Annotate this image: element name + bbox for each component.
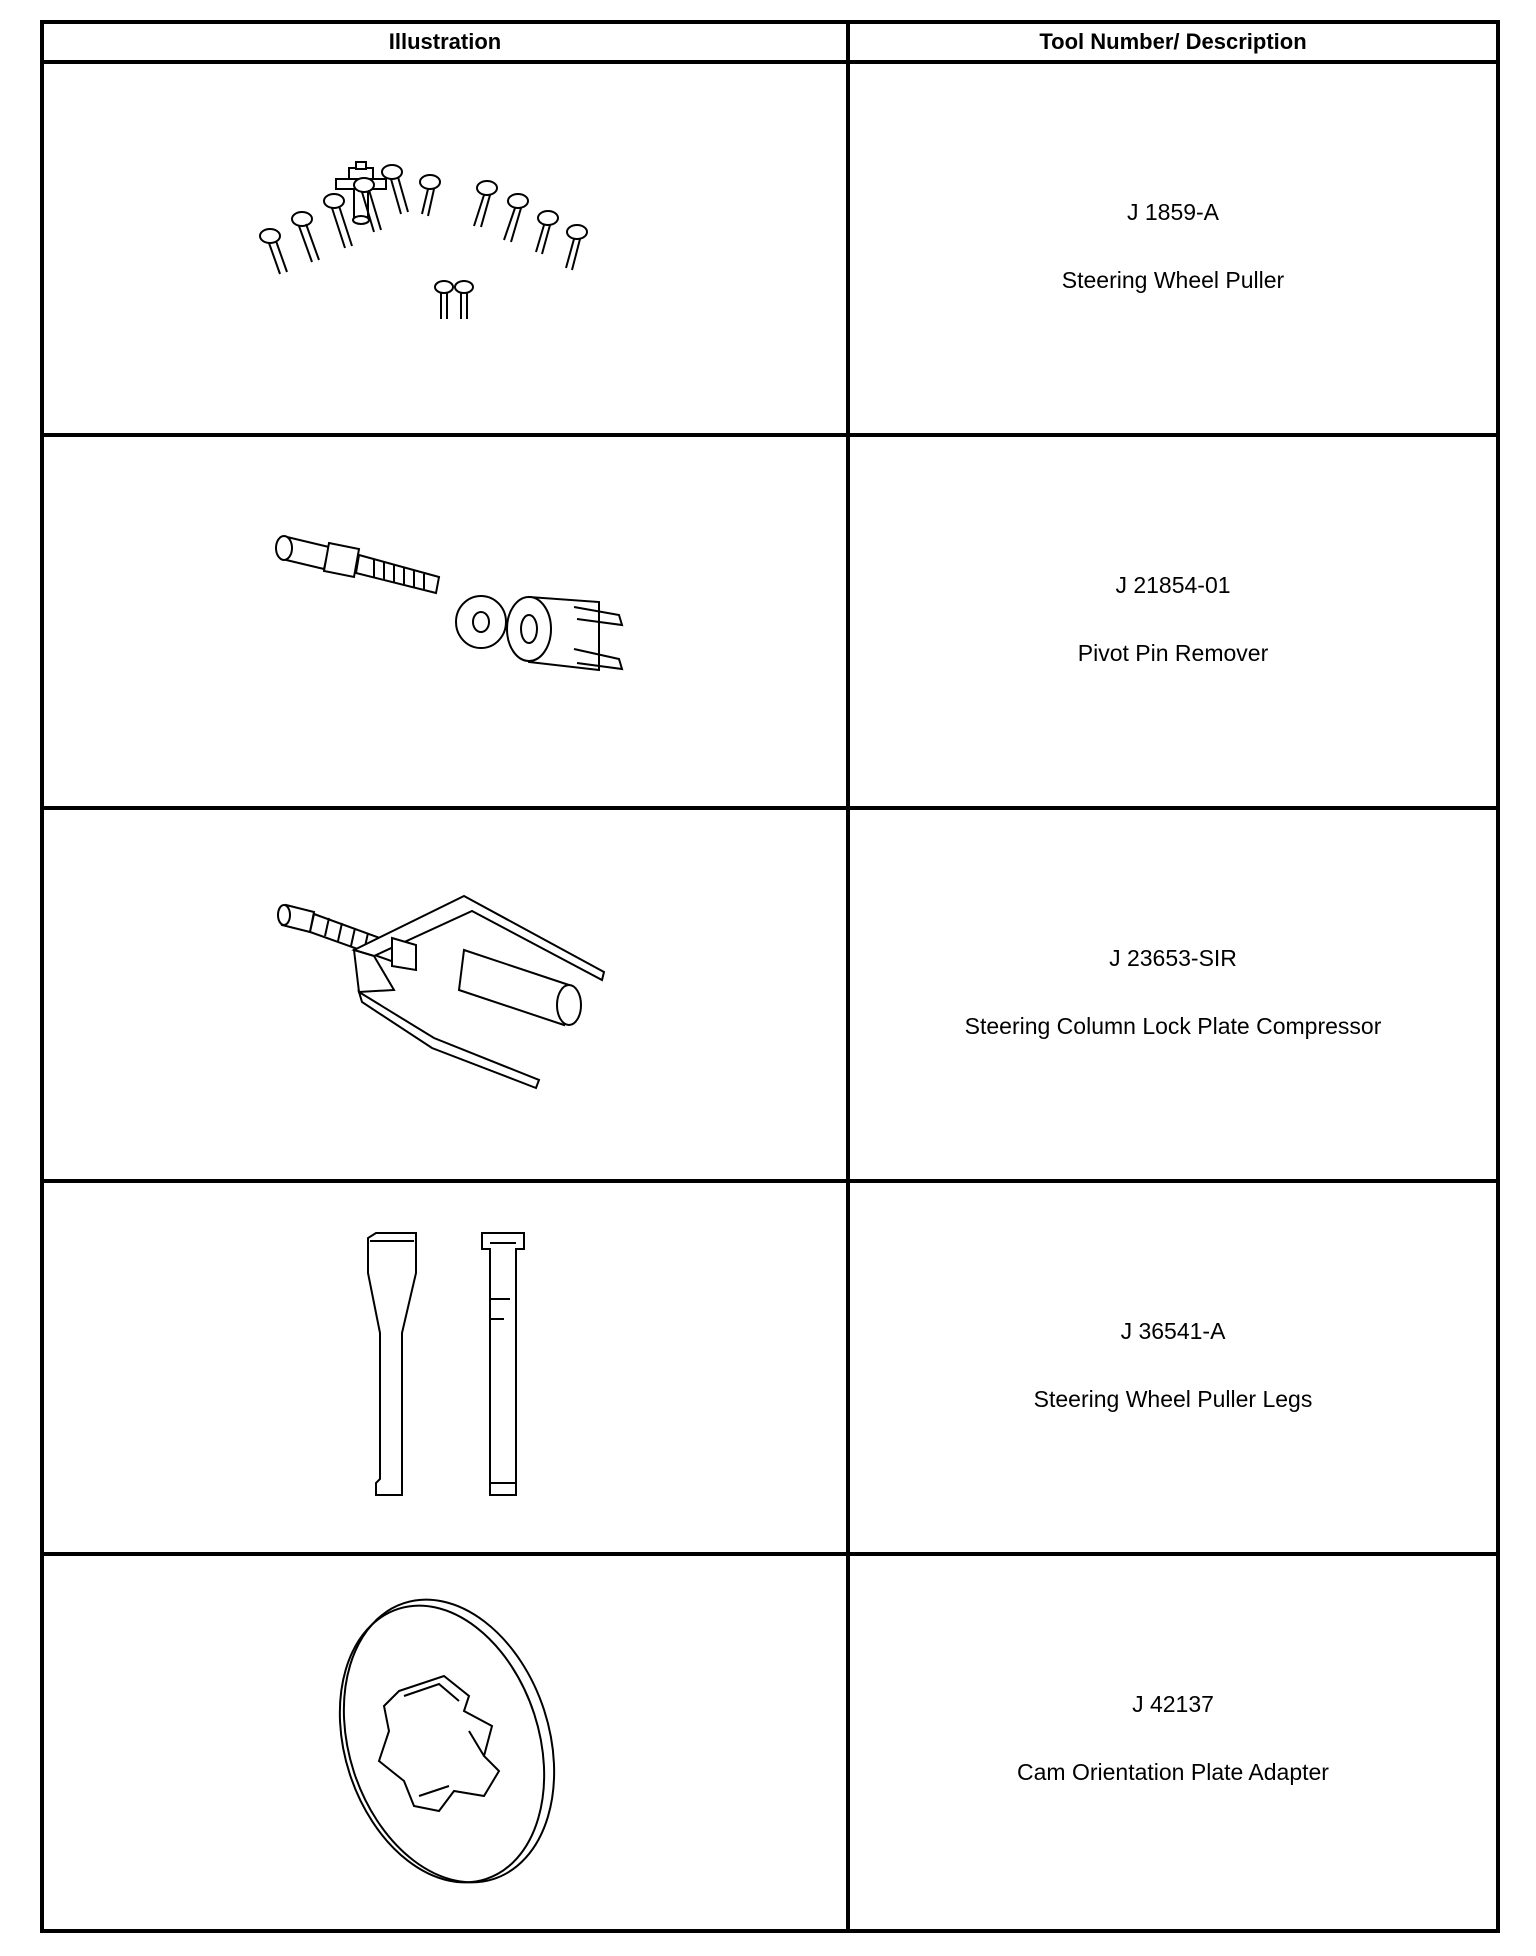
illustration-cell <box>44 810 846 1179</box>
tool-number: J 21854-01 <box>1115 572 1231 598</box>
lock-plate-compressor-icon <box>44 810 846 1183</box>
description-cell <box>850 810 1496 1179</box>
tool-name: Steering Wheel Puller <box>1061 267 1285 293</box>
tool-name: Steering Wheel Puller Legs <box>1033 1386 1313 1412</box>
description-cell <box>850 1183 1496 1552</box>
table-row <box>44 1183 1496 1556</box>
table-header <box>44 24 1496 64</box>
illustration-cell <box>44 1556 846 1929</box>
tool-table <box>40 20 1500 1933</box>
table-row <box>44 437 1496 810</box>
header-tool-number-description: Tool Number/ Description <box>1039 29 1307 54</box>
cam-orientation-plate-adapter-icon <box>44 1556 846 1933</box>
tool-number: J 36541-A <box>1120 1318 1226 1344</box>
table-row <box>44 810 1496 1183</box>
description-cell <box>850 437 1496 806</box>
tool-name: Cam Orientation Plate Adapter <box>1017 1759 1329 1785</box>
illustration-cell <box>44 437 846 806</box>
tool-name: Pivot Pin Remover <box>1077 640 1269 666</box>
table-row <box>44 64 1496 437</box>
header-illustration: Illustration <box>388 29 502 54</box>
tool-name: Steering Column Lock Plate Compressor <box>964 1013 1382 1039</box>
table-row <box>44 1556 1496 1929</box>
illustration-cell <box>44 64 846 433</box>
puller-legs-icon <box>44 1183 846 1556</box>
tool-number: J 1859-A <box>1126 199 1220 225</box>
illustration-cell <box>44 1183 846 1552</box>
tool-number: J 42137 <box>1132 1691 1214 1717</box>
steering-wheel-puller-icon <box>44 64 846 433</box>
description-cell <box>850 64 1496 433</box>
pivot-pin-remover-icon <box>44 437 846 810</box>
description-cell <box>850 1556 1496 1929</box>
tool-number: J 23653-SIR <box>1109 945 1237 971</box>
